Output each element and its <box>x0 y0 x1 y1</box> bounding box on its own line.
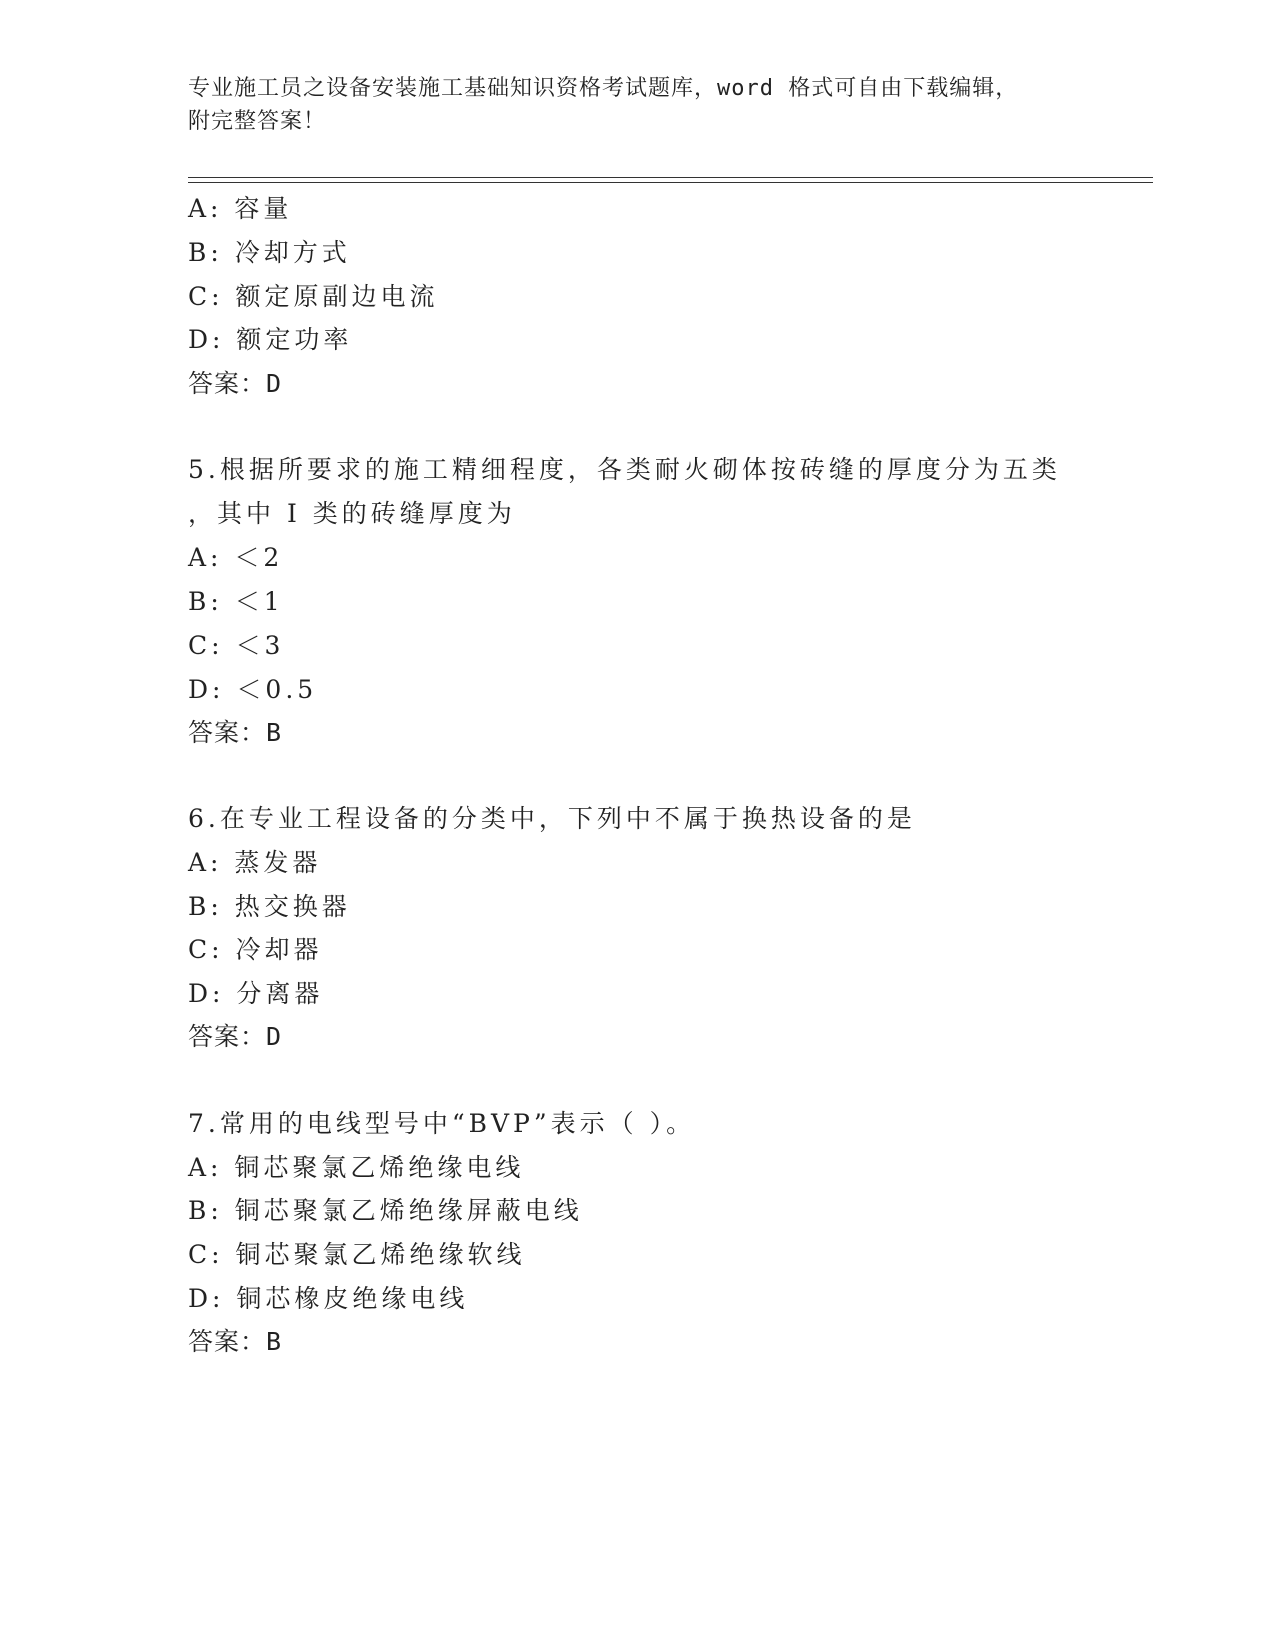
q7-option-d: D: 铜芯橡皮绝缘电线 <box>188 1284 469 1313</box>
q6-option-a: A: 蒸发器 <box>188 848 322 877</box>
q7-option-c: C: 铜芯聚氯乙烯绝缘软线 <box>188 1240 526 1269</box>
q7-answer: 答案：B <box>188 1327 283 1356</box>
q6-answer: 答案：D <box>188 1022 283 1051</box>
q6-option-b: B: 热交换器 <box>188 892 351 921</box>
q5-option-d: D: ＜0.5 <box>188 675 318 704</box>
q6-question: 6.在专业工程设备的分类中，下列中不属于换热设备的是 <box>188 804 916 833</box>
q5-answer: 答案：B <box>188 718 283 747</box>
q5-question-line-1: 5.根据所要求的施工精细程度，各类耐火砌体按砖缝的厚度分为五类 <box>188 455 1061 484</box>
q5-option-b: B: ＜1 <box>188 587 284 616</box>
q6-option-c: C: 冷却器 <box>188 935 323 964</box>
q4-option-c: C: 额定原副边电流 <box>188 282 439 311</box>
q4-option-b: B: 冷却方式 <box>188 238 351 267</box>
q7-option-a: A: 铜芯聚氯乙烯绝缘电线 <box>188 1153 525 1182</box>
q4-option-d: D: 额定功率 <box>188 325 353 354</box>
q4-answer: 答案：D <box>188 369 283 398</box>
header-line-2: 附完整答案！ <box>188 109 327 134</box>
q7-option-b: B: 铜芯聚氯乙烯绝缘屏蔽电线 <box>188 1196 583 1225</box>
document-header <box>188 72 1088 138</box>
q4-option-a: A: 容量 <box>188 194 293 223</box>
q5-question-line-2: ，其中 I 类的砖缝厚度为 <box>188 499 516 528</box>
header-line-1: 专业施工员之设备安装施工基础知识资格考试题库，word 格式可自由下载编辑， <box>188 76 1019 101</box>
q7-question: 7.常用的电线型号中“BVP”表示（ ）。 <box>188 1109 696 1138</box>
header-divider-bottom <box>188 182 1153 183</box>
q5-option-c: C: ＜3 <box>188 631 285 660</box>
q5-option-a: A: ＜2 <box>188 543 284 572</box>
header-divider-top <box>188 177 1153 178</box>
q6-option-d: D: 分离器 <box>188 979 324 1008</box>
